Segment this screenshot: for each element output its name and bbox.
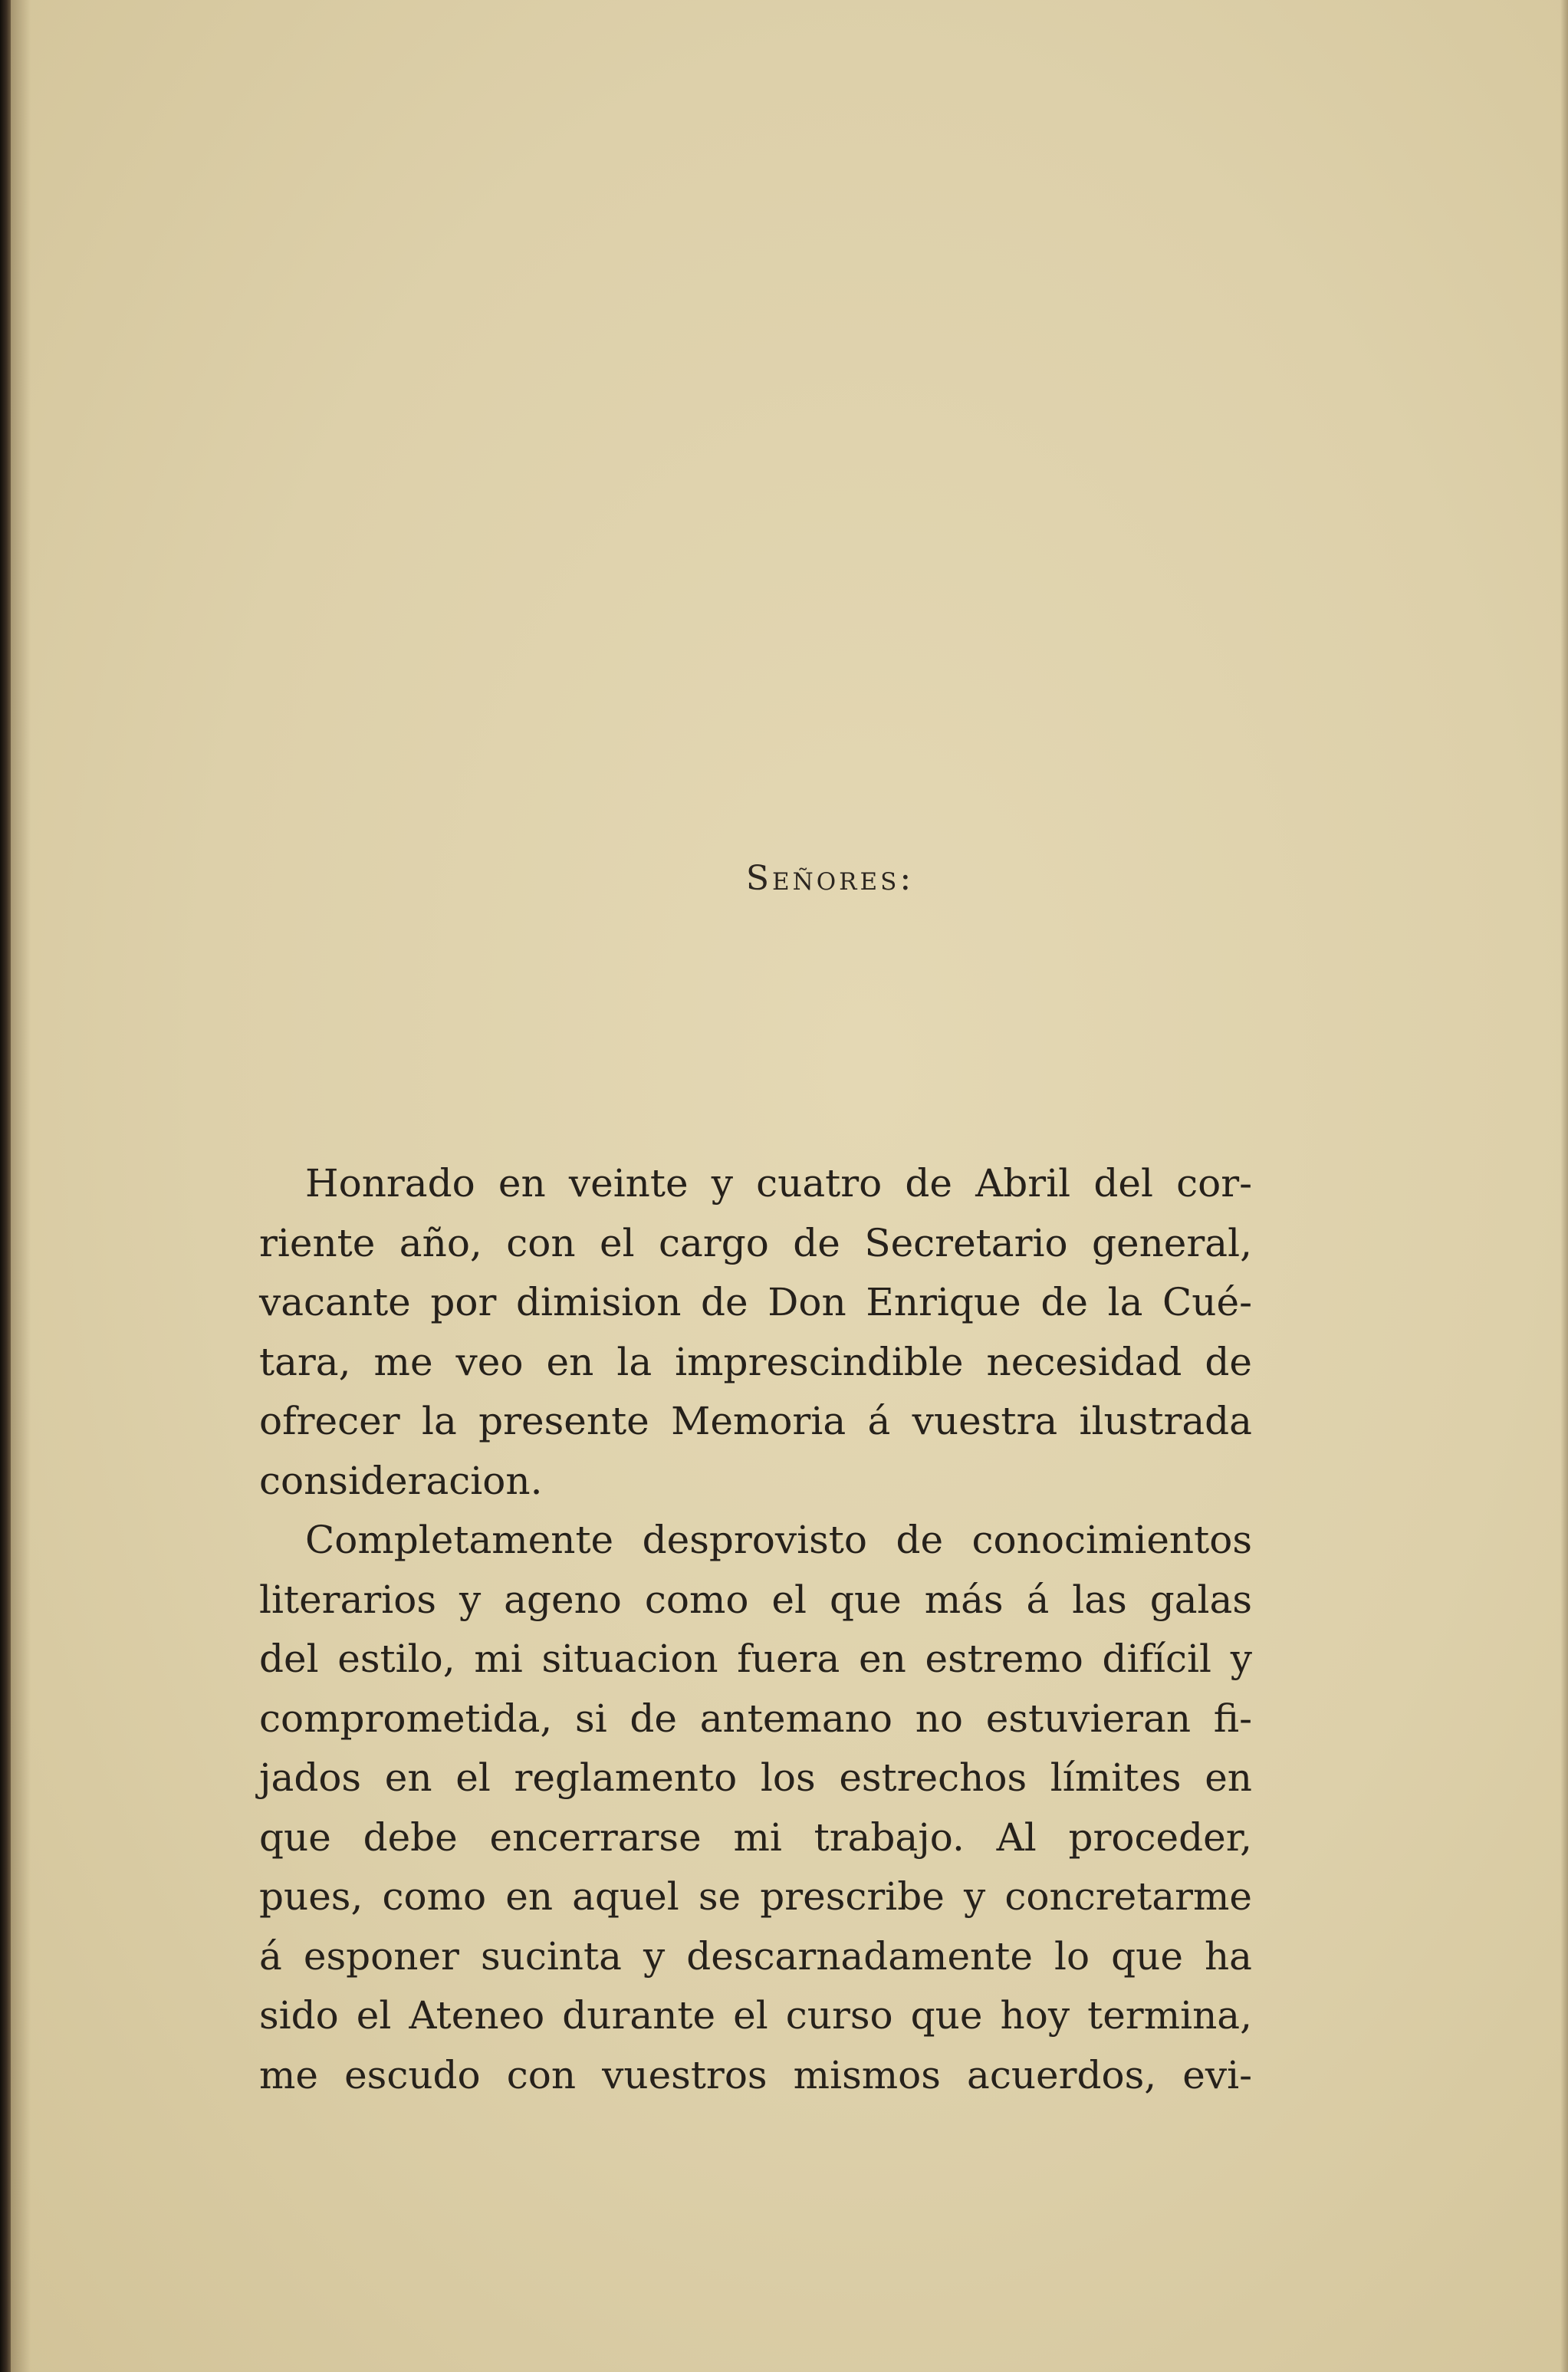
text-line: consideracion. bbox=[259, 1458, 543, 1503]
gutter-shadow bbox=[11, 0, 31, 2372]
text-line: riente año, con el cargo de Secretario general, bbox=[259, 1220, 1252, 1265]
page-edge bbox=[1560, 0, 1568, 2372]
text-line: comprometida, si de antemano no estuvieran fi- bbox=[259, 1696, 1252, 1741]
binding-edge bbox=[0, 0, 11, 2372]
text-line: literarios y ageno como el que más á las galas bbox=[259, 1577, 1252, 1622]
text-line: del estilo, mi situacion fuera en estremo difícil y bbox=[259, 1637, 1252, 1681]
body-text bbox=[259, 1154, 1252, 2105]
paragraph-1 bbox=[259, 1154, 1252, 1511]
text-line: pues, como en aquel se prescribe y concretarme bbox=[259, 1874, 1252, 1919]
text-line: sido el Ateneo durante el curso que hoy termina, bbox=[259, 1993, 1252, 2038]
text-line: á esponer sucinta y descarnadamente lo que ha bbox=[259, 1933, 1252, 1979]
text-line: que debe encerrarse mi trabajo. Al proceder, bbox=[259, 1814, 1252, 1860]
text-line: Completamente desprovisto de conocimientos bbox=[305, 1518, 1252, 1562]
text-line: vacante por dimision de Don Enrique de la Cué- bbox=[259, 1280, 1252, 1324]
text-line: Honrado en veinte y cuatro de Abril del cor- bbox=[305, 1161, 1252, 1206]
text-line: ofrecer la presente Memoria á vuestra ilustrada bbox=[259, 1399, 1252, 1443]
text-line: jados en el reglamento los estrechos límites en bbox=[259, 1755, 1252, 1800]
text-line: me escudo con vuestros mismos acuerdos, evi- bbox=[259, 2052, 1252, 2097]
salutation-heading: Señores: bbox=[745, 859, 915, 898]
text-line: tara, me veo en la imprescindible necesidad de bbox=[259, 1339, 1252, 1384]
paragraph-2 bbox=[259, 1511, 1252, 2105]
